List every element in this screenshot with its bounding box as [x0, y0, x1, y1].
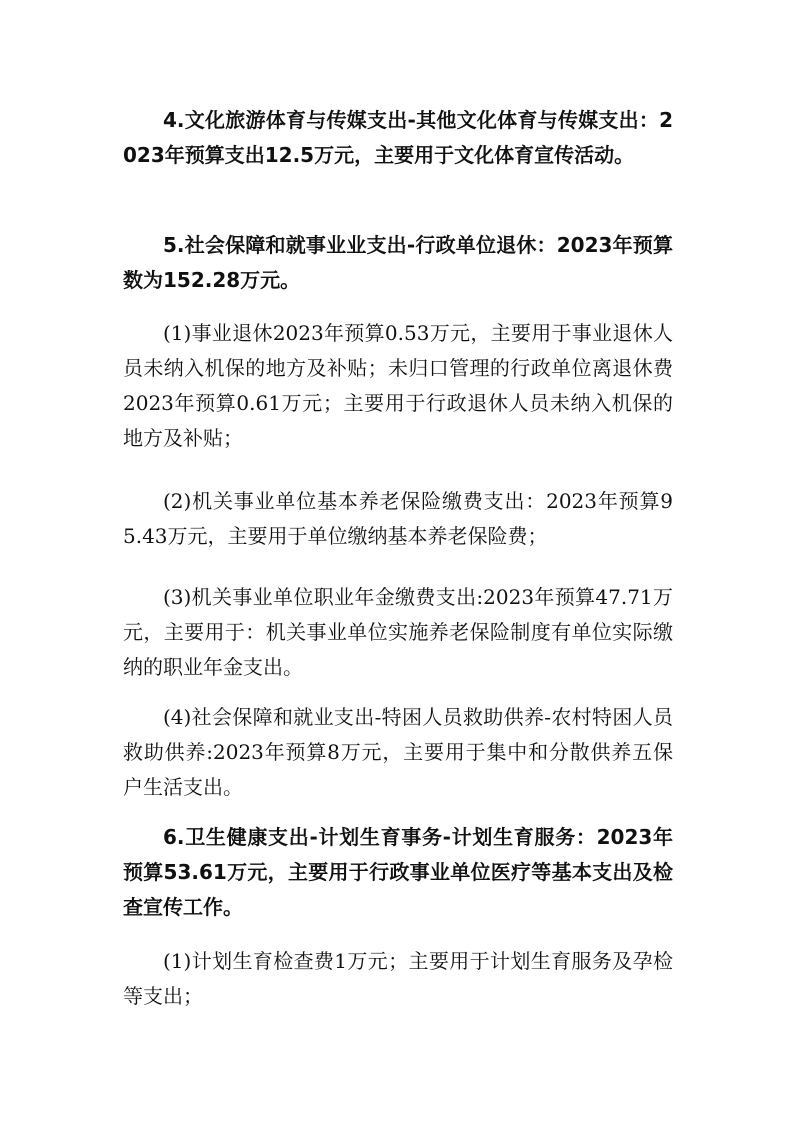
paragraph-section-4: 4.文化旅游体育与传媒支出-其他文化体育与传媒支出：2023年预算支出12.5万元，主要用于文化体育宣传活动。	[123, 108, 673, 167]
paragraph-section-5: 5.社会保障和就事业业支出-行政单位退休：2023年预算数为152.28万元。	[123, 233, 673, 292]
paragraph-section-6: 6.卫生健康支出-计划生育事务-计划生育服务：2023年预算53.61万元，主要用于行政事业单位医疗等基本支出及检查宣传工作。	[123, 825, 673, 919]
paragraph-section-5-3: (3)机关事业单位职业年金缴费支出:2023年预算47.71万元，主要用于：机关事业单位实施养老保险制度有单位实际缴纳的职业年金支出。	[123, 585, 673, 679]
paragraph-section-5-4: (4)社会保障和就业支出-特困人员救助供养-农村特困人员救助供养:2023年预算8万元，主要用于集中和分散供养五保户生活支出。	[123, 705, 673, 799]
paragraph-section-6-1: (1)计划生育检查费1万元；主要用于计划生育服务及孕检等支出；	[123, 949, 673, 1008]
paragraph-section-5-2: (2)机关事业单位基本养老保险缴费支出：2023年预算95.43万元，主要用于单位缴纳基本养老保险费；	[123, 489, 673, 548]
paragraph-section-5-1: (1)事业退休2023年预算0.53万元，主要用于事业退休人员未纳入机保的地方及补贴；未归口管理的行政单位离退休费2023年预算0.61万元；主要用于行政退休人员未纳入机保的地方及补贴；	[123, 321, 673, 450]
